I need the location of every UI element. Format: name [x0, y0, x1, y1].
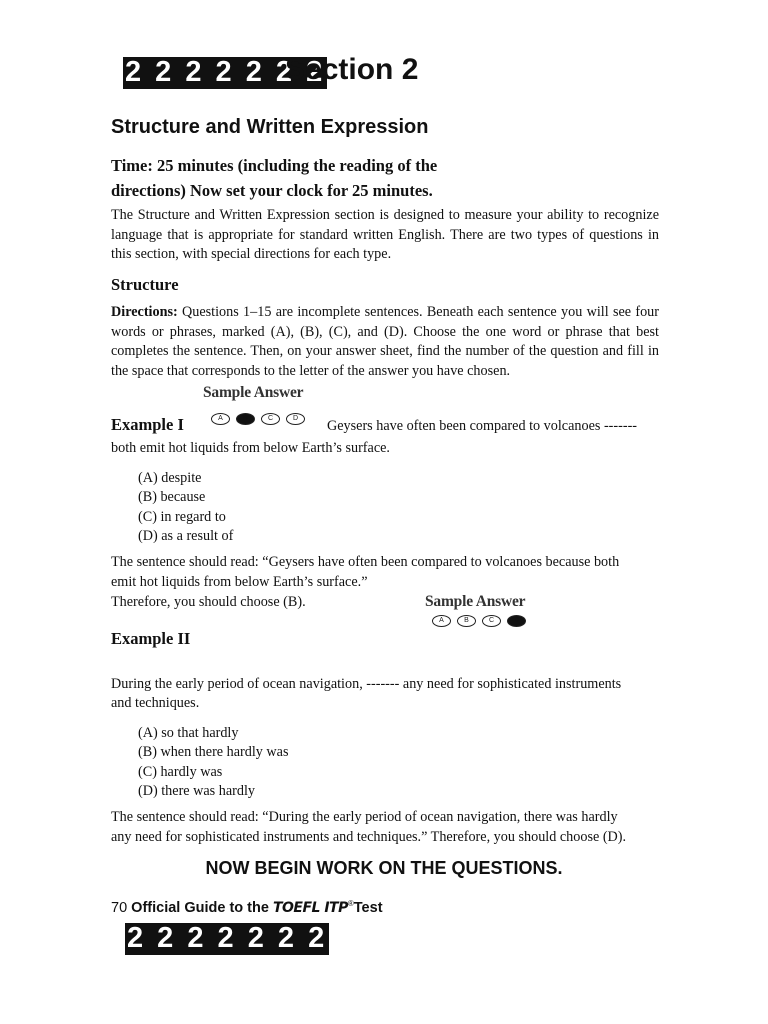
example2-answer-line-1: The sentence should read: “During the early period of ocean navigation, there was hardly [111, 809, 618, 825]
page-footer [111, 899, 383, 916]
footer-title: Official Guide to the [131, 899, 269, 916]
footer-test-word: Test [353, 899, 383, 916]
directions-label: Directions: [111, 304, 178, 320]
example2-sample-answer-label: Sample Answer [425, 593, 526, 610]
example1-answer-bubbles [211, 413, 305, 425]
time-line-1: Time: 25 minutes (including the reading of the [111, 156, 438, 175]
example1-option-d: (D) as a result of [138, 528, 234, 545]
example2-bubble-d: D [507, 615, 526, 627]
example2-bubble-a: A [432, 615, 451, 627]
example2-answer-bubbles [432, 615, 526, 627]
example1-bubble-d: D [286, 413, 305, 425]
example1-option-a: (A) despite [138, 470, 202, 486]
example1-options [138, 469, 233, 547]
example2-sentence-line-2: and techniques. [111, 695, 200, 711]
structure-heading: Structure [111, 275, 179, 294]
example2-answer-line-2: any need for sophisticated instruments and techniques.” Therefore, you should choose (D). [111, 829, 627, 845]
directions-text: Questions 1–15 are incomplete sentences. Beneath each sentence you will see four words or phrases, marked (A), (B), (C), and (D). Choose the one word or phrase that best completes the sentence. Then, on your answer sheet, find the number of the question and fill in the space that corresponds to the letter of the answer you have chosen. [111, 304, 659, 379]
example1-bubble-a: A [211, 413, 230, 425]
example2-option-d: (D) there was hardly [138, 783, 255, 800]
begin-instruction: NOW BEGIN WORK ON THE QUESTIONS. [205, 858, 563, 878]
example2-bubble-b: B [457, 615, 476, 627]
example1-answer-line-1: The sentence should read: “Geysers have often been compared to volcanoes because both [111, 554, 620, 570]
time-line-2: directions) Now set your clock for 25 minutes. [111, 181, 433, 200]
example1-option-c: (C) in regard to [138, 508, 226, 525]
example1-heading: Example I [111, 415, 184, 434]
example2-options [138, 724, 289, 802]
example1-option-b: (B) because [138, 489, 206, 506]
example1-sentence-part1: Geysers have often been compared to volcanoes ------- [327, 418, 638, 434]
directions-paragraph [111, 303, 659, 381]
intro-paragraph: The Structure and Written Expression section is designed to measure your ability to recognize language that is appropriate for standard written English. There are two types of questions in this section, with special directions for each type. [111, 207, 659, 263]
section-subheading: Structure and Written Expression [111, 116, 429, 138]
example2-bubble-c: C [482, 615, 501, 627]
registered-mark: ® [347, 899, 354, 908]
example2-option-c: (C) hardly was [138, 763, 223, 780]
bottom-section-badge: 2 2 2 2 2 2 2 [127, 922, 328, 954]
example1-sentence-part2: both emit hot liquids from below Earth’s surface. [111, 440, 390, 456]
example1-sample-answer-label: Sample Answer [203, 384, 304, 401]
example1-answer-line-2: emit hot liquids from below Earth’s surface.” [111, 574, 368, 590]
section-title: Section 2 [285, 53, 419, 86]
page-number: 70 [111, 899, 128, 916]
example2-option-a: (A) so that hardly [138, 725, 239, 741]
section-number-badge: 2 2 2 2 2 2 2 [125, 56, 326, 88]
example2-heading: Example II [111, 629, 191, 648]
example1-bubble-b: B [236, 413, 255, 425]
example2-sentence-line-1: During the early period of ocean navigation, ------- any need for sophisticated instruments [111, 676, 622, 692]
example1-bubble-c: C [261, 413, 280, 425]
example1-answer-line-3: Therefore, you should choose (B). [111, 594, 306, 610]
toefl-itp-logo: TOEFL ITP [272, 899, 348, 916]
time-instructions [111, 153, 471, 203]
example2-option-b: (B) when there hardly was [138, 744, 289, 761]
